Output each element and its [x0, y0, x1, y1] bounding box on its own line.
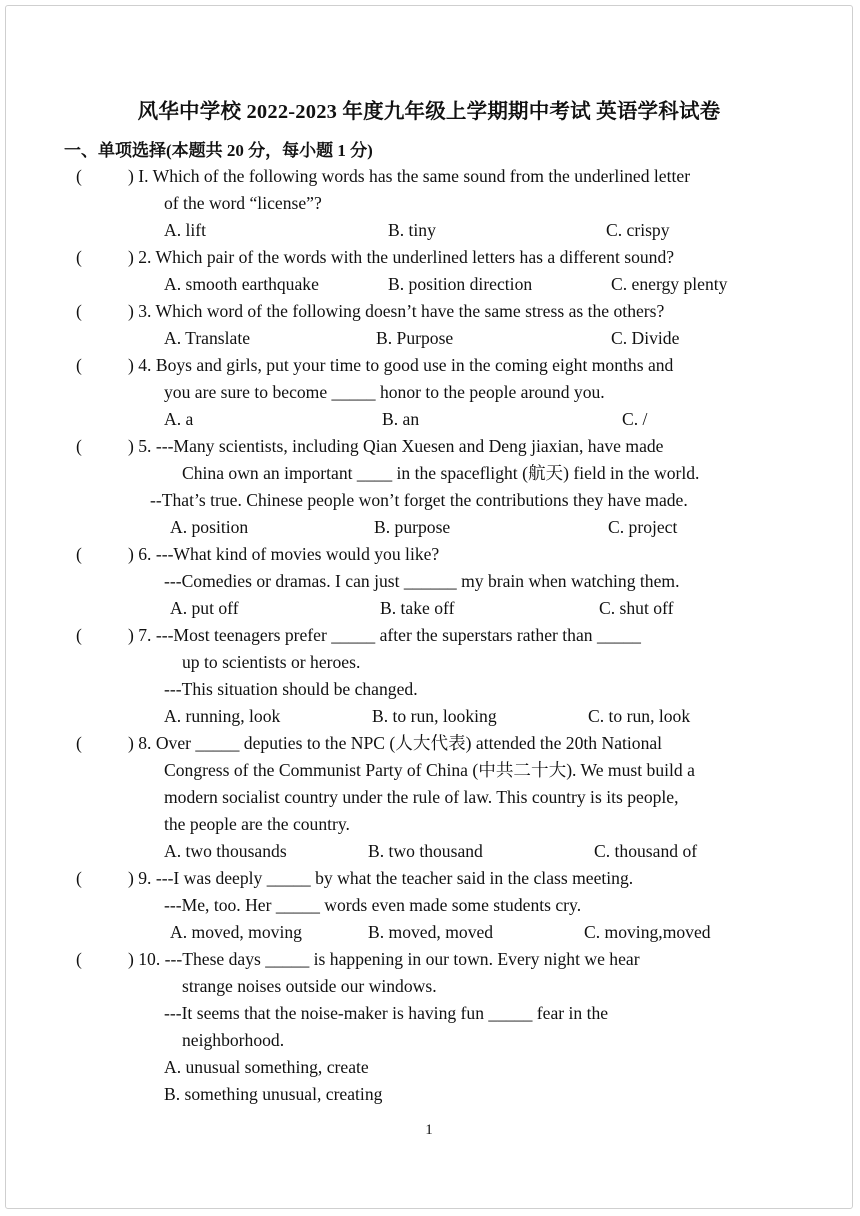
answer-paren: (	[76, 544, 82, 564]
question-5-line-1: ) 5. ---Many scientists, including Qian Xuesen and Deng jiaxian, have made	[128, 436, 664, 456]
answer-paren: (	[76, 355, 82, 375]
question-7-option-c: C. to run, look	[588, 706, 691, 726]
question-10-option-b: B. something unusual, creating	[164, 1084, 383, 1104]
question-4-option-c: C. /	[622, 409, 648, 429]
question-5-line-3: --That’s true. Chinese people won’t forget the contributions they have made.	[150, 490, 688, 510]
question-3-line-1: ) 3. Which word of the following doesn’t have the same stress as the others?	[128, 301, 665, 321]
question-8-option-b: B. two thousand	[368, 841, 483, 861]
question-9-option-a: A. moved, moving	[170, 922, 302, 942]
question-1-line-2: of the word “license”?	[164, 193, 322, 213]
question-8-line-3: modern socialist country under the rule of law. This country is its people,	[164, 787, 679, 807]
question-1-option-a: A. lift	[164, 220, 207, 240]
question-7-option-a: A. running, look	[164, 706, 281, 726]
question-10-line-1: ) 10. ---These days _____ is happening in our town. Every night we hear	[128, 949, 640, 969]
answer-paren: (	[76, 949, 82, 969]
answer-paren: (	[76, 733, 82, 753]
page-number: 1	[425, 1122, 433, 1138]
question-9-line-2: ---Me, too. Her _____ words even made some students cry.	[164, 895, 582, 915]
exam-page	[5, 5, 853, 1209]
question-8-line-1: ) 8. Over _____ deputies to the NPC (人大代表) attended the 20th National	[128, 733, 663, 753]
answer-paren: (	[76, 247, 82, 267]
answer-paren: (	[76, 301, 82, 321]
question-6-option-c: C. shut off	[599, 598, 674, 618]
answer-paren: (	[76, 166, 82, 186]
question-5-option-c: C. project	[608, 517, 678, 537]
question-1-option-c: C. crispy	[606, 220, 670, 240]
question-6-option-a: A. put off	[170, 598, 239, 618]
answer-paren: (	[76, 436, 82, 456]
question-5-option-a: A. position	[170, 517, 249, 537]
question-3-option-c: C. Divide	[611, 328, 680, 348]
answer-paren: (	[76, 625, 82, 645]
question-10-line-4: neighborhood.	[182, 1030, 285, 1050]
question-7-line-3: ---This situation should be changed.	[164, 679, 418, 699]
exam-title: 风华中学校 2022-2023 年度九年级上学期期中考试 英语学科试卷	[137, 101, 721, 123]
question-10-line-2: strange noises outside our windows.	[182, 976, 437, 996]
question-8-option-a: A. two thousands	[164, 841, 287, 861]
question-1-line-1: ) I. Which of the following words has the same sound from the underlined letter	[128, 166, 691, 186]
question-7-line-2: up to scientists or heroes.	[182, 652, 361, 672]
question-4-option-a: A. a	[164, 409, 194, 429]
section-heading: 一、单项选择(本题共 20 分，每小题 1 分)	[64, 141, 373, 160]
question-4-line-1: ) 4. Boys and girls, put your time to good use in the coming eight months and	[128, 355, 674, 375]
question-2-option-b: B. position direction	[388, 274, 533, 294]
question-10-line-3: ---It seems that the noise-maker is having fun _____ fear in the	[164, 1003, 609, 1023]
question-1-option-b: B. tiny	[388, 220, 436, 240]
question-8-option-c: C. thousand of	[594, 841, 698, 861]
question-3-option-a: A. Translate	[164, 328, 251, 348]
question-3-option-b: B. Purpose	[376, 328, 454, 348]
question-5-line-2: China own an important ____ in the spaceflight (航天) field in the world.	[182, 463, 700, 483]
question-6-line-1: ) 6. ---What kind of movies would you like?	[128, 544, 440, 564]
question-2-line-1: ) 2. Which pair of the words with the underlined letters has a different sound?	[128, 247, 675, 267]
question-4-option-b: B. an	[382, 409, 420, 429]
question-8-line-2: Congress of the Communist Party of China (中共二十大). We must build a	[164, 760, 695, 780]
question-5-option-b: B. purpose	[374, 517, 451, 537]
question-9-option-b: B. moved, moved	[368, 922, 494, 942]
question-6-line-2: ---Comedies or dramas. I can just ______ my brain when watching them.	[164, 571, 680, 591]
question-4-line-2: you are sure to become _____ honor to the people around you.	[164, 382, 605, 402]
question-7-line-1: ) 7. ---Most teenagers prefer _____ after the superstars rather than _____	[128, 625, 641, 645]
question-2-option-a: A. smooth earthquake	[164, 274, 319, 294]
question-10-option-a: A. unusual something, create	[164, 1057, 369, 1077]
question-9-option-c: C. moving,moved	[584, 922, 711, 942]
answer-paren: (	[76, 868, 82, 888]
question-9-line-1: ) 9. ---I was deeply _____ by what the teacher said in the class meeting.	[128, 868, 634, 888]
question-7-option-b: B. to run, looking	[372, 706, 497, 726]
question-6-option-b: B. take off	[380, 598, 455, 618]
question-8-line-4: the people are the country.	[164, 814, 350, 834]
question-2-option-c: C. energy plenty	[611, 274, 728, 294]
